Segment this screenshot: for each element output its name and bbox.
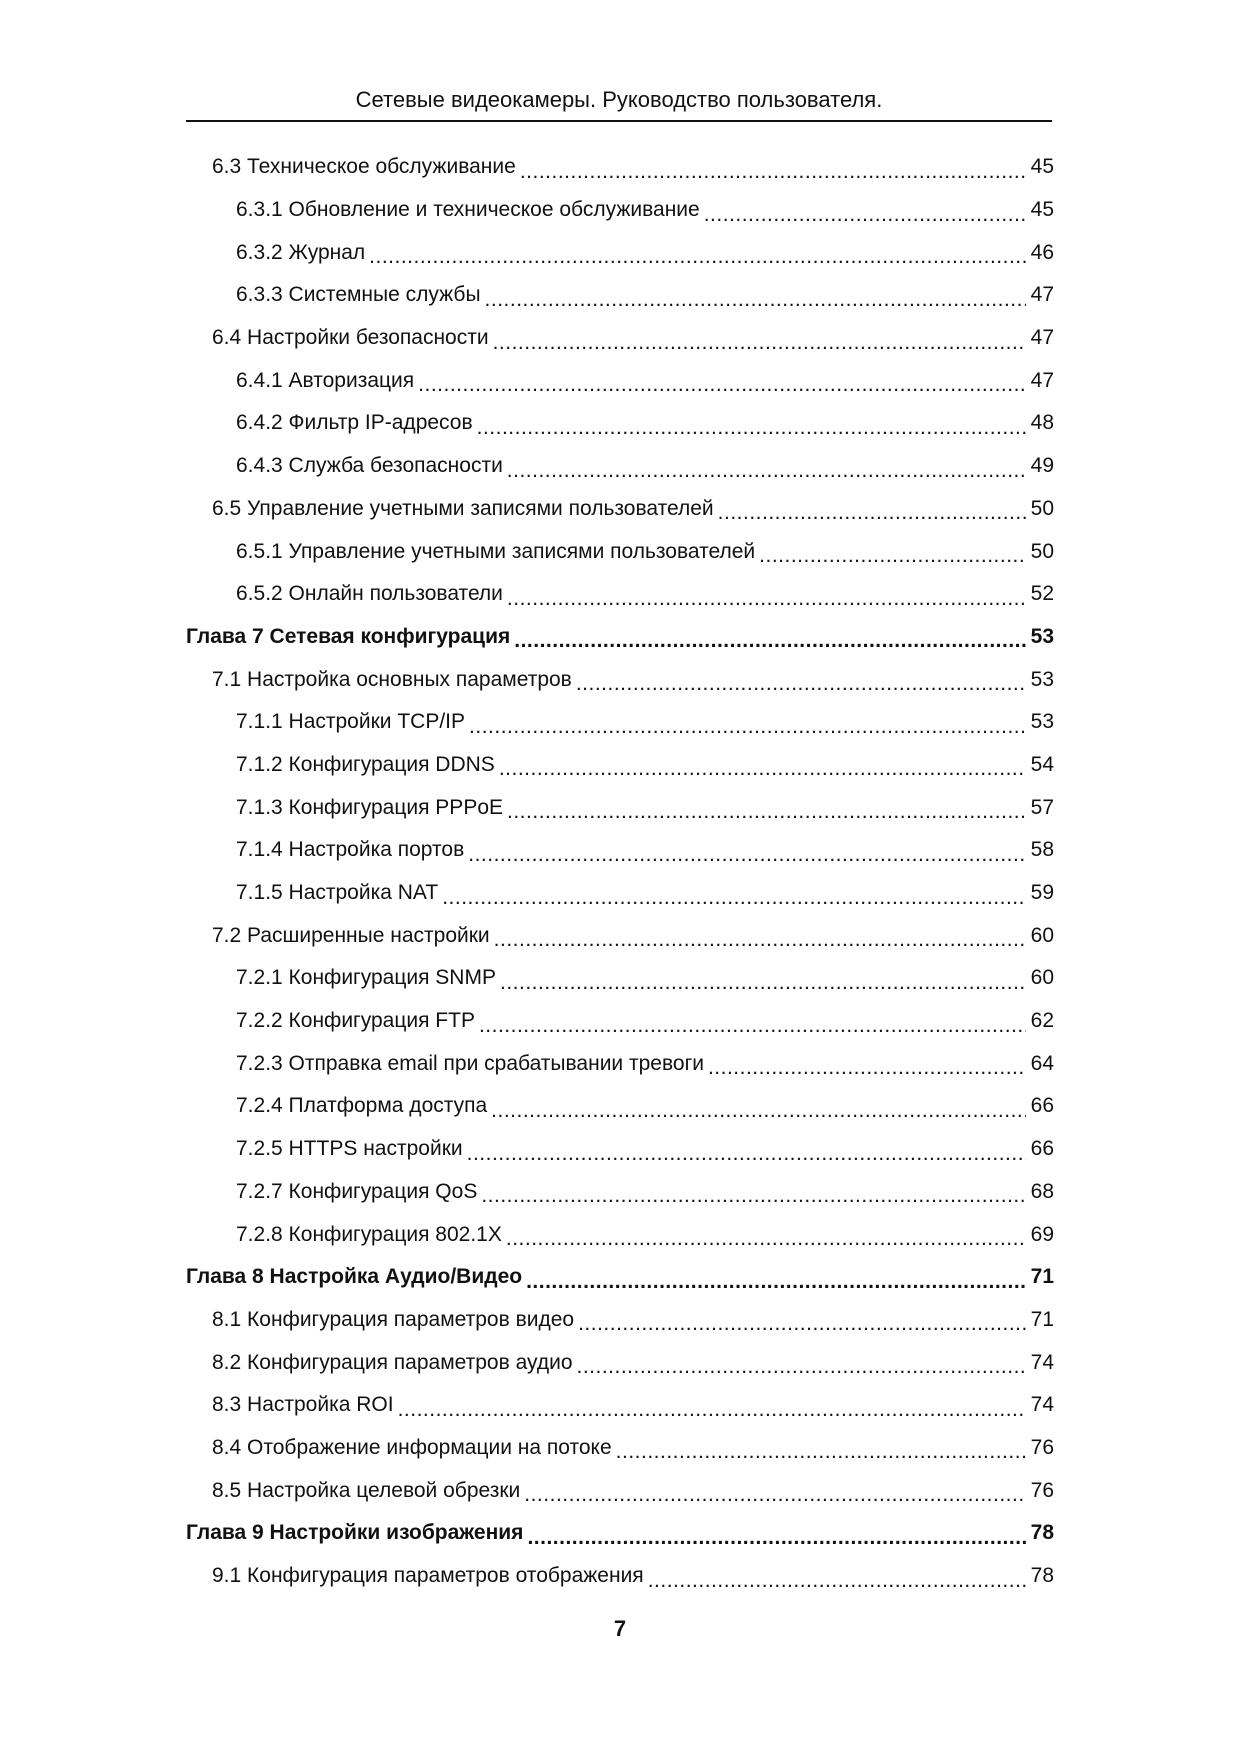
toc-dot-leader — [468, 843, 1026, 864]
toc-entry-title: 7.1.2 Конфигурация DDNS — [236, 752, 495, 776]
toc-entry[interactable] — [0, 1341, 1240, 1384]
toc-entry[interactable] — [0, 573, 1240, 616]
toc-entry-page: 45 — [1030, 155, 1054, 179]
toc-entry-page: 66 — [1030, 1137, 1054, 1161]
toc-entry-page: 71 — [1030, 1307, 1054, 1331]
toc-entry-page: 52 — [1030, 582, 1054, 606]
toc-dot-leader — [526, 1270, 1026, 1291]
toc-entry-page: 71 — [1030, 1265, 1054, 1289]
toc-entry-page: 76 — [1030, 1435, 1054, 1459]
toc-entry-page: 57 — [1030, 795, 1054, 819]
toc-entry[interactable] — [0, 1042, 1240, 1085]
header-divider — [186, 120, 1052, 122]
toc-entry[interactable] — [0, 488, 1240, 531]
toc-entry-title: 6.5 Управление учетными записями пользователей — [212, 496, 714, 520]
toc-entry[interactable] — [0, 957, 1240, 1000]
toc-entry[interactable] — [0, 1128, 1240, 1171]
toc-entry-page: 78 — [1030, 1521, 1054, 1545]
toc-entry-title: 6.3 Техническое обслуживание — [212, 155, 516, 179]
toc-dot-leader — [704, 203, 1026, 224]
toc-dot-leader — [467, 1142, 1026, 1163]
toc-entry[interactable] — [0, 359, 1240, 402]
toc-entry[interactable] — [0, 914, 1240, 957]
toc-entry[interactable] — [0, 1299, 1240, 1342]
toc-entry-page: 62 — [1030, 1009, 1054, 1033]
toc-entry-title: 7.2.5 HTTPS настройки — [236, 1137, 463, 1161]
toc-dot-leader — [524, 1483, 1026, 1504]
toc-entry-title: 8.4 Отображение информации на потоке — [212, 1435, 612, 1459]
toc-entry-page: 49 — [1030, 454, 1054, 478]
toc-entry-page: 53 — [1030, 710, 1054, 734]
toc-dot-leader — [481, 1184, 1026, 1205]
toc-entry-page: 54 — [1030, 752, 1054, 776]
toc-dot-leader — [527, 1526, 1026, 1547]
toc-entry[interactable] — [0, 530, 1240, 573]
toc-entry[interactable] — [0, 274, 1240, 317]
toc-entry[interactable] — [0, 189, 1240, 232]
toc-dot-leader — [506, 1227, 1026, 1248]
toc-entry-page: 78 — [1030, 1564, 1054, 1588]
toc-dot-leader — [398, 1398, 1026, 1419]
toc-dot-leader — [648, 1569, 1026, 1590]
toc-chapter-entry[interactable] — [0, 1512, 1240, 1555]
toc-entry-page: 47 — [1030, 283, 1054, 307]
toc-entry[interactable] — [0, 1213, 1240, 1256]
toc-entry-page: 47 — [1030, 326, 1054, 350]
toc-entry-page: 74 — [1030, 1393, 1054, 1417]
toc-entry[interactable] — [0, 1469, 1240, 1512]
toc-entry[interactable] — [0, 1171, 1240, 1214]
toc-entry[interactable] — [0, 1427, 1240, 1470]
toc-entry[interactable] — [0, 658, 1240, 701]
toc-entry-title: 7.1.1 Настройки TCP/IP — [236, 710, 466, 734]
toc-entry[interactable] — [0, 872, 1240, 915]
toc-dot-leader — [493, 331, 1026, 352]
toc-entry-page: 69 — [1030, 1222, 1054, 1246]
toc-chapter-entry[interactable] — [0, 1256, 1240, 1299]
toc-entry[interactable] — [0, 317, 1240, 360]
toc-entry-page: 66 — [1030, 1094, 1054, 1118]
toc-dot-leader — [718, 501, 1026, 522]
toc-dot-leader — [442, 886, 1026, 907]
page-header-title: Сетевые видеокамеры. Руководство пользователя. — [355, 87, 883, 112]
toc-entry-title: 7.2.4 Платформа доступа — [236, 1094, 488, 1118]
toc-entry-title: 6.5.2 Онлайн пользователи — [236, 582, 503, 606]
toc-chapter-entry[interactable] — [0, 616, 1240, 659]
toc-entry[interactable] — [0, 1555, 1240, 1598]
toc-dot-leader — [616, 1440, 1026, 1461]
toc-entry-title: 7.2.3 Отправка email при срабатывании тревоги — [236, 1051, 704, 1075]
toc-entry-title: 7.1 Настройка основных параметров — [212, 667, 572, 691]
toc-entry-page: 50 — [1030, 496, 1054, 520]
toc-entry[interactable] — [0, 786, 1240, 829]
toc-entry-page: 50 — [1030, 539, 1054, 563]
toc-entry[interactable] — [0, 829, 1240, 872]
toc-dot-leader — [418, 373, 1026, 394]
toc-entry-page: 58 — [1030, 838, 1054, 862]
toc-dot-leader — [491, 1099, 1026, 1120]
toc-entry-title: 7.1.3 Конфигурация PPPoE — [236, 795, 504, 819]
toc-entry-title: 7.2 Расширенные настройки — [212, 923, 490, 947]
toc-entry-title: 7.2.7 Конфигурация QoS — [236, 1179, 478, 1203]
toc-dot-leader — [499, 757, 1026, 778]
toc-entry-title: 8.3 Настройка ROI — [212, 1393, 394, 1417]
toc-entry[interactable] — [0, 744, 1240, 787]
toc-entry-page: 45 — [1030, 198, 1054, 222]
toc-dot-leader — [477, 416, 1026, 437]
toc-dot-leader — [759, 544, 1026, 565]
toc-entry-page: 46 — [1030, 240, 1054, 264]
toc-entry-page: 76 — [1030, 1478, 1054, 1502]
toc-dot-leader — [708, 1056, 1026, 1077]
toc-dot-leader — [485, 288, 1026, 309]
toc-entry-title: 6.4.1 Авторизация — [236, 368, 415, 392]
toc-entry[interactable] — [0, 146, 1240, 189]
toc-entry-title: Глава 9 Настройки изображения — [186, 1521, 524, 1545]
toc-dot-leader — [507, 587, 1026, 608]
toc-dot-leader — [369, 245, 1026, 266]
toc-entry[interactable] — [0, 1000, 1240, 1043]
table-of-contents — [0, 146, 1240, 1597]
toc-dot-leader — [507, 800, 1026, 821]
toc-entry-title: 6.4.3 Служба безопасности — [236, 454, 503, 478]
toc-entry-page: 48 — [1030, 411, 1054, 435]
toc-dot-leader — [578, 1312, 1026, 1333]
toc-entry-title: 7.2.2 Конфигурация FTP — [236, 1009, 475, 1033]
toc-entry[interactable] — [0, 231, 1240, 274]
toc-entry-title: 8.1 Конфигурация параметров видео — [212, 1307, 575, 1331]
toc-entry-title: 8.5 Настройка целевой обрезки — [212, 1478, 521, 1502]
toc-dot-leader — [520, 160, 1026, 181]
toc-entry-title: 6.5.1 Управление учетными записями пользователей — [236, 539, 756, 563]
toc-entry-title: 7.1.5 Настройка NAT — [236, 881, 439, 905]
toc-dot-leader — [500, 971, 1026, 992]
toc-entry[interactable] — [0, 1384, 1240, 1427]
toc-entry[interactable] — [0, 402, 1240, 445]
toc-entry[interactable] — [0, 445, 1240, 488]
toc-entry-title: 9.1 Конфигурация параметров отображения — [212, 1564, 644, 1588]
toc-entry-page: 74 — [1030, 1350, 1054, 1374]
toc-entry-title: 6.4 Настройки безопасности — [212, 326, 489, 350]
toc-entry-title: 6.4.2 Фильтр IP-адресов — [236, 411, 473, 435]
page-number: 7 — [613, 1616, 627, 1641]
toc-dot-leader — [507, 459, 1026, 480]
toc-entry-title: 6.3.2 Журнал — [236, 240, 366, 264]
toc-entry-title: 7.2.1 Конфигурация SNMP — [236, 966, 496, 990]
toc-entry-page: 64 — [1030, 1051, 1054, 1075]
toc-entry-title: 6.3.3 Системные службы — [236, 283, 481, 307]
toc-entry-title: 8.2 Конфигурация параметров аудио — [212, 1350, 573, 1374]
toc-entry-page: 59 — [1030, 881, 1054, 905]
toc-dot-leader — [494, 928, 1026, 949]
toc-dot-leader — [469, 715, 1026, 736]
toc-entry-page: 53 — [1030, 667, 1054, 691]
toc-entry-title: 7.2.8 Конфигурация 802.1X — [236, 1222, 502, 1246]
toc-dot-leader — [514, 629, 1026, 650]
toc-entry-page: 47 — [1030, 368, 1054, 392]
toc-entry-title: Глава 8 Настройка Аудио/Видео — [186, 1265, 523, 1289]
toc-entry-page: 53 — [1030, 624, 1054, 648]
toc-entry-page: 60 — [1030, 923, 1054, 947]
toc-entry-title: 7.1.4 Настройка портов — [236, 838, 465, 862]
toc-entry[interactable] — [0, 701, 1240, 744]
toc-dot-leader — [479, 1014, 1026, 1035]
toc-dot-leader — [576, 672, 1026, 693]
toc-entry-page: 60 — [1030, 966, 1054, 990]
toc-entry-title: Глава 7 Сетевая конфигурация — [186, 624, 511, 648]
toc-entry-title: 6.3.1 Обновление и техническое обслуживание — [236, 198, 700, 222]
toc-entry-page: 68 — [1030, 1179, 1054, 1203]
toc-dot-leader — [577, 1355, 1027, 1376]
toc-entry[interactable] — [0, 1085, 1240, 1128]
